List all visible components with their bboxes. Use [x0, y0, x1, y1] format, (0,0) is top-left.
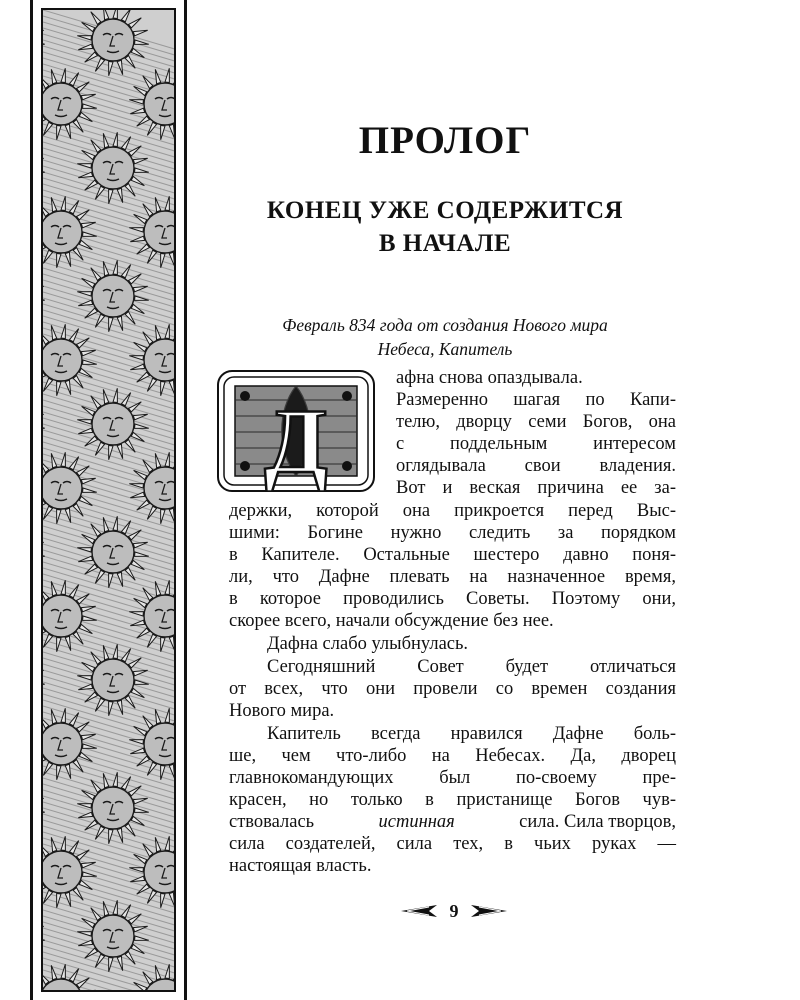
text-line: красен, но только в пристанище Богов чув-	[229, 790, 676, 810]
text-fragment: ствовалась	[229, 812, 315, 832]
text-line: ли, что Дафне плевать на назначенное время,	[229, 567, 676, 587]
text-line: Дафна слабо улыбнулась.	[267, 634, 469, 654]
text-line: Нового мира.	[229, 701, 335, 721]
text-line: от всех, что они провели со времен создания	[229, 679, 676, 699]
text-line: телю, дворцу семи Богов, она	[396, 412, 676, 432]
text-line: Размеренно шагая по Капи-	[396, 390, 676, 410]
text-line: ше, чем что-либо на Небесах. Да, дворец	[229, 746, 676, 766]
emphasis-word: истинная	[378, 812, 455, 832]
drop-cap-letter: Д	[264, 390, 328, 492]
drop-cap-ornament	[217, 370, 375, 492]
chapter-title: ПРОЛОГ	[358, 119, 532, 162]
text-line: Капитель всегда нравился Дафне боль-	[267, 724, 676, 744]
text-line: скорее всего, начали обсуждение без нее.	[229, 611, 554, 631]
page-number	[399, 899, 509, 923]
text-line: афна снова опаздывала.	[396, 368, 583, 388]
text-line: держки, которой она прикроется перед Выс-	[229, 501, 676, 521]
text-line: Сегодняшний Совет будет отличаться	[267, 657, 676, 677]
text-line: сила создателей, сила тех, в чьих руках —	[229, 834, 676, 854]
text-line: в Капителе. Остальные шестеро давно поня-	[229, 545, 676, 565]
text-line: настоящая власть.	[229, 856, 372, 876]
text-fragment: сила. Сила творцов,	[519, 812, 676, 832]
subtitle-line: КОНЕЦ УЖЕ СОДЕРЖИТСЯ	[266, 197, 624, 224]
right-wing-ornament-icon	[469, 901, 509, 921]
text-line: главнокомандующих был по-своему пре-	[229, 768, 676, 788]
sun-pattern-panel	[41, 8, 176, 992]
text-line: оглядывала свои владения.	[396, 456, 676, 476]
dateline-date: Февраль 834 года от создания Нового мира	[282, 315, 608, 335]
page-number-value: 9	[449, 901, 459, 921]
sun-face-pattern-icon	[43, 10, 176, 990]
chapter-subtitle	[220, 194, 670, 260]
subtitle-line: В НАЧАЛЕ	[378, 230, 512, 257]
decorative-sun-border	[30, 0, 187, 1000]
dateline-place: Небеса, Капитель	[377, 339, 513, 359]
text-line: в которое проводились Советы. Поэтому они,	[229, 589, 676, 609]
text-line	[229, 811, 676, 833]
text-line: с поддельным интересом	[396, 434, 676, 454]
text-line: шими: Богине нужно следить за порядком	[229, 523, 676, 543]
text-line: Вот и веская причина ее за-	[396, 478, 676, 498]
dateline	[220, 313, 670, 361]
